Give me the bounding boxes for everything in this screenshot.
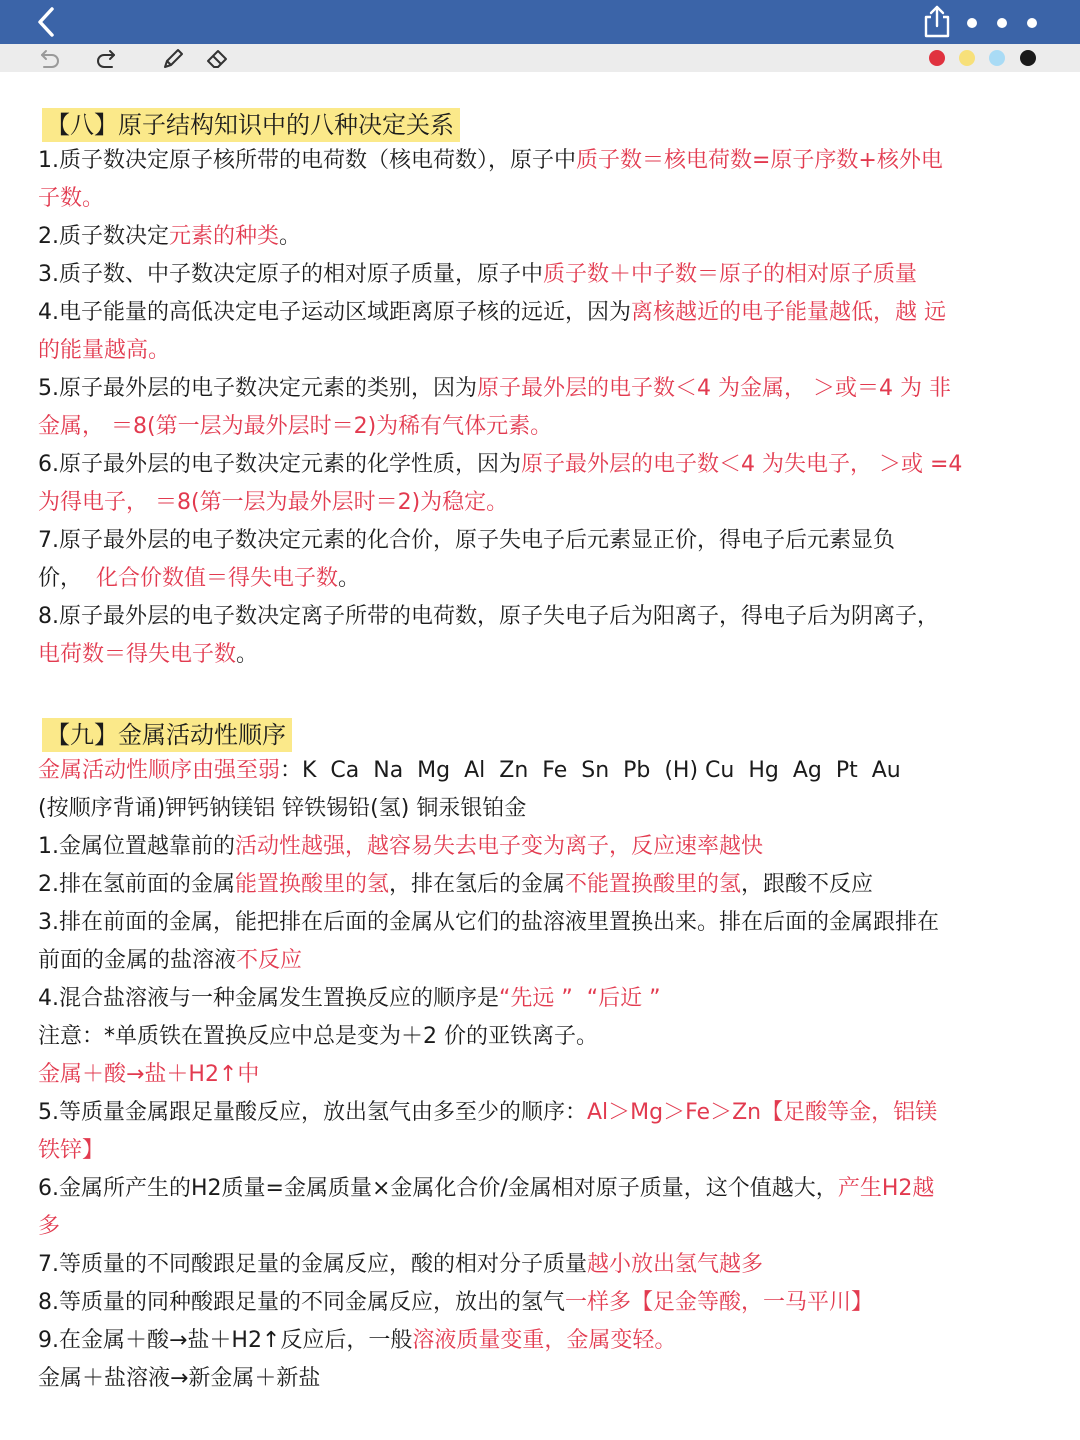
text-span: 2.质子数决定 xyxy=(38,224,169,249)
text-span: 4.电子能量的高低决定电子运动区域距离原子核的远近，因为 xyxy=(38,300,631,325)
text-span: 4.混合盐溶液与一种金属发生置换反应的顺序是 xyxy=(38,986,499,1011)
highlight-text: “先远 ” “后近 ” xyxy=(499,986,661,1011)
text-span: 6.原子最外层的电子数决定元素的化学性质，因为 xyxy=(38,452,521,477)
highlight-text: 电荷数＝得失电子数 xyxy=(38,642,237,667)
text-line xyxy=(38,1246,1042,1284)
color-swatch-black[interactable] xyxy=(1020,50,1036,66)
text-span: 8.等质量的同种酸跟足量的不同金属反应，放出的氢气 xyxy=(38,1290,565,1315)
text-line xyxy=(38,294,1042,332)
highlight-text: 质子数＝核电荷数=原子序数+核外电 xyxy=(576,148,943,173)
text-span: 9.在金属＋酸→盐＋H2↑反应后，一般 xyxy=(38,1328,413,1353)
text-line xyxy=(38,866,1042,904)
text-span: 1.金属位置越靠前的 xyxy=(38,834,235,859)
highlight-text: 多 xyxy=(38,1214,61,1239)
section-9-title: 【九】金属活动性顺序 xyxy=(42,718,292,752)
highlight-text: 产生H2越 xyxy=(837,1176,935,1201)
share-icon xyxy=(920,4,954,40)
text-line xyxy=(38,408,1042,446)
text-span: 7.等质量的不同酸跟足量的金属反应，酸的相对分子质量 xyxy=(38,1252,587,1277)
text-line xyxy=(38,790,1042,828)
text-span: 3.质子数、中子数决定原子的相对原子质量，原子中 xyxy=(38,262,543,287)
text-line xyxy=(38,980,1042,1018)
eraser-icon xyxy=(204,46,230,72)
text-span: 8.原子最外层的电子数决定离子所带的电荷数，原子失电子后为阳离子，得电子后为阴离子， xyxy=(38,604,939,629)
section-8 xyxy=(38,108,1042,674)
back-button[interactable] xyxy=(30,4,66,40)
text-span: ：K Ca Na Mg Al Zn Fe Sn Pb (H) Cu Hg Ag Pt Au xyxy=(280,758,901,783)
highlight-text: 不能置换酸里的氢 xyxy=(565,872,742,897)
text-span: (按顺序背诵)钾钙钠镁铝 锌铁锡铅(氢) 铜汞银铂金 xyxy=(38,796,527,821)
text-line xyxy=(38,828,1042,866)
text-line xyxy=(38,332,1042,370)
highlight-text: 一样多【足金等酸，一马平川】 xyxy=(565,1290,874,1315)
text-line xyxy=(38,636,1042,674)
highlight-text: 金属， ＝8(第一层为最外层时＝2)为稀有气体元素。 xyxy=(38,414,553,439)
more-dots-icon xyxy=(962,10,1046,36)
highlight-text: 能置换酸里的氢 xyxy=(235,872,390,897)
text-span: 7.原子最外层的电子数决定元素的化合价，原子失电子后元素显正价，得电子后元素显负 xyxy=(38,528,895,553)
highlight-text: 的能量越高。 xyxy=(38,338,171,363)
text-span: ，排在氢后的金属 xyxy=(389,872,566,897)
text-line xyxy=(38,1284,1042,1322)
highlight-text: 原子最外层的电子数＜4 为失电子， ＞或 =4 xyxy=(521,452,963,477)
highlight-text: 越小放出氢气越多 xyxy=(587,1252,764,1277)
text-line xyxy=(38,752,1042,790)
text-line xyxy=(38,904,1042,942)
text-span: 注意：*单质铁在置换反应中总是变为＋2 价的亚铁离子。 xyxy=(38,1024,598,1049)
highlight-text: 质子数＋中子数＝原子的相对原子质量 xyxy=(543,262,918,287)
pencil-icon xyxy=(160,46,186,72)
text-span: 5.原子最外层的电子数决定元素的类别，因为 xyxy=(38,376,477,401)
eraser-button[interactable] xyxy=(204,46,230,72)
text-line xyxy=(38,446,1042,484)
highlight-text: 为得电子， ＝8(第一层为最外层时＝2)为稳定。 xyxy=(38,490,509,515)
highlight-text: 原子最外层的电子数＜4 为金属， ＞或＝4 为 非 xyxy=(477,376,951,401)
redo-button[interactable] xyxy=(94,46,120,72)
text-line xyxy=(38,560,1042,598)
chevron-left-icon xyxy=(30,4,66,40)
text-line xyxy=(38,1322,1042,1360)
text-line xyxy=(38,218,1042,256)
text-span: 5.等质量金属跟足量酸反应，放出氢气由多至少的顺序： xyxy=(38,1100,587,1125)
color-swatch-blue[interactable] xyxy=(989,50,1005,66)
text-line xyxy=(38,522,1042,560)
highlight-text: 离核越近的电子能量越低，越 远 xyxy=(631,300,946,325)
note-content xyxy=(38,108,1042,1398)
text-span: 3.排在前面的金属，能把排在后面的金属从它们的盐溶液里置换出来。排在后面的金属跟排在 xyxy=(38,910,939,935)
text-line xyxy=(38,370,1042,408)
text-line xyxy=(38,1132,1042,1170)
highlight-text: 金属活动性顺序由强至弱 xyxy=(38,758,281,783)
pencil-button[interactable] xyxy=(160,46,186,72)
text-span: 金属＋盐溶液→新金属＋新盐 xyxy=(38,1366,321,1391)
highlight-text: 金属＋酸→盐＋H2↑中 xyxy=(38,1062,260,1087)
highlight-text: 子数。 xyxy=(38,186,105,211)
section-9 xyxy=(38,718,1042,1398)
highlight-text: 溶液质量变重，金属变轻。 xyxy=(412,1328,677,1353)
text-line xyxy=(38,1056,1042,1094)
undo-button[interactable] xyxy=(36,46,62,72)
text-span: 价， xyxy=(38,566,96,591)
text-line xyxy=(38,256,1042,294)
highlight-text: 铁锌】 xyxy=(38,1138,105,1163)
highlight-text: 化合价数值＝得失电子数 xyxy=(96,566,339,591)
top-bar xyxy=(0,0,1080,44)
text-span: 2.排在氢前面的金属 xyxy=(38,872,235,897)
section-8-title: 【八】原子结构知识中的八种决定关系 xyxy=(42,108,460,142)
text-span: 。 xyxy=(279,224,302,249)
text-line xyxy=(38,1018,1042,1056)
color-swatch-yellow[interactable] xyxy=(959,50,975,66)
highlight-text: 元素的种类 xyxy=(169,224,280,249)
drawing-toolbar xyxy=(0,44,1080,72)
more-button[interactable] xyxy=(962,10,1046,36)
highlight-text: 不反应 xyxy=(236,948,303,973)
text-line xyxy=(38,142,1042,180)
text-span: 6.金属所产生的H2质量=金属质量×金属化合价/金属相对原子质量，这个值越大， xyxy=(38,1176,838,1201)
text-line xyxy=(38,1208,1042,1246)
text-line xyxy=(38,484,1042,522)
text-line xyxy=(38,1360,1042,1398)
text-line xyxy=(38,1094,1042,1132)
text-span: 1.质子数决定原子核所带的电荷数（核电荷数），原子中 xyxy=(38,148,576,173)
highlight-text: 活动性越强，越容易失去电子变为离子，反应速率越快 xyxy=(235,834,764,859)
redo-icon xyxy=(94,46,120,72)
text-line xyxy=(38,180,1042,218)
color-swatch-red[interactable] xyxy=(929,50,945,66)
text-span: 。 xyxy=(236,642,259,667)
text-line xyxy=(38,1170,1042,1208)
text-span: 前面的金属的盐溶液 xyxy=(38,948,237,973)
highlight-text: Al＞Mg＞Fe＞Zn【足酸等金，铝镁 xyxy=(587,1100,938,1125)
share-button[interactable] xyxy=(920,4,954,40)
undo-icon xyxy=(36,46,62,72)
text-span: ，跟酸不反应 xyxy=(741,872,874,897)
text-span: 。 xyxy=(338,566,361,591)
text-line xyxy=(38,598,1042,636)
text-line xyxy=(38,942,1042,980)
